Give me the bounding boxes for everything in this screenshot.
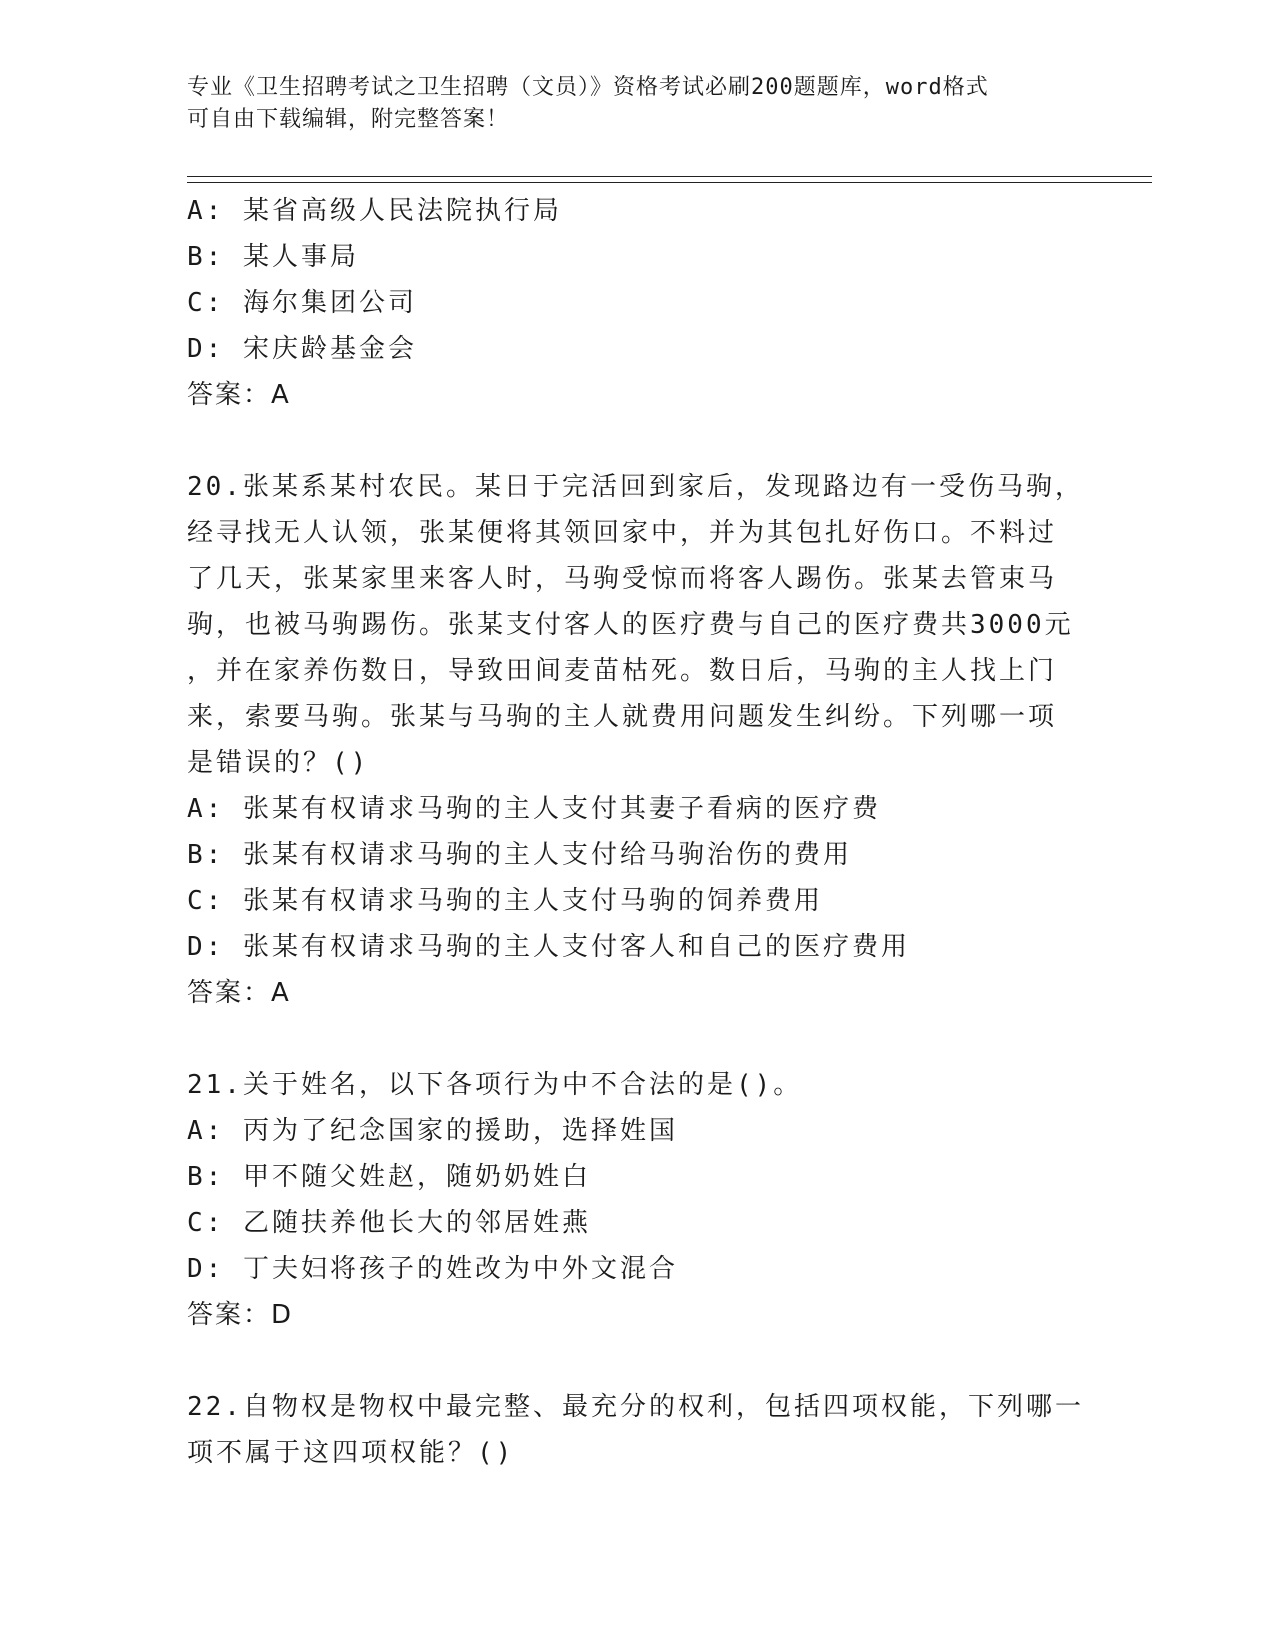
option-b: B: 甲不随父姓赵，随奶奶姓白 (187, 1162, 591, 1192)
option-c: C: 乙随扶养他长大的邻居姓燕 (187, 1208, 591, 1238)
question-22 (187, 1384, 1087, 1476)
spacer (187, 1338, 1087, 1384)
header-divider-bottom (187, 182, 1152, 183)
question-content (187, 188, 1087, 1476)
option-d: D: 宋庆龄基金会 (187, 334, 417, 364)
option-b: B: 某人事局 (187, 242, 359, 272)
option-a: A: 丙为了纪念国家的援助，选择姓国 (187, 1116, 678, 1146)
option-a: A: 某省高级人民法院执行局 (187, 196, 562, 226)
option-a: A: 张某有权请求马驹的主人支付其妻子看病的医疗费 (187, 794, 881, 824)
option-c: C: 海尔集团公司 (187, 288, 417, 318)
question-stem-line: 来，索要马驹。张某与马驹的主人就费用问题发生纠纷。下列哪一项 (187, 702, 1058, 732)
question-stem-line: 22.自物权是物权中最完整、最充分的权利，包括四项权能，下列哪一 (187, 1392, 1084, 1422)
option-b: B: 张某有权请求马驹的主人支付给马驹治伤的费用 (187, 840, 852, 870)
question-stem-line: 项不属于这四项权能？() (187, 1438, 515, 1468)
question-20 (187, 464, 1087, 1016)
option-c: C: 张某有权请求马驹的主人支付马驹的饲养费用 (187, 886, 823, 916)
question-stem-line: 20.张某系某村农民。某日于完活回到家后，发现路边有一受伤马驹， (187, 472, 1084, 502)
spacer (187, 418, 1087, 464)
question-19 (187, 188, 1087, 418)
spacer (187, 1016, 1087, 1062)
header-divider-top (187, 176, 1152, 177)
question-21 (187, 1062, 1087, 1338)
document-header (187, 72, 1077, 136)
option-d: D: 张某有权请求马驹的主人支付客人和自己的医疗费用 (187, 932, 910, 962)
question-stem-line: 驹，也被马驹踢伤。张某支付客人的医疗费与自己的医疗费共3000元 (187, 610, 1074, 640)
question-stem-line: ，并在家养伤数日，导致田间麦苗枯死。数日后，马驹的主人找上门 (187, 656, 1058, 686)
answer-line: 答案：A (187, 380, 291, 410)
question-stem-line: 是错误的？() (187, 748, 370, 778)
option-d: D: 丁夫妇将孩子的姓改为中外文混合 (187, 1254, 678, 1284)
header-line-2: 可自由下载编辑，附完整答案！ (187, 107, 510, 132)
question-stem-line: 了几天，张某家里来客人时，马驹受惊而将客人踢伤。张某去管束马 (187, 564, 1058, 594)
answer-line: 答案：D (187, 1300, 294, 1330)
header-line-1: 专业《卫生招聘考试之卫生招聘（文员）》资格考试必刷200题题库，word格式 (187, 75, 989, 100)
answer-line: 答案：A (187, 978, 291, 1008)
question-stem-line: 21.关于姓名，以下各项行为中不合法的是()。 (187, 1070, 803, 1100)
question-stem-line: 经寻找无人认领，张某便将其领回家中，并为其包扎好伤口。不料过 (187, 518, 1058, 548)
